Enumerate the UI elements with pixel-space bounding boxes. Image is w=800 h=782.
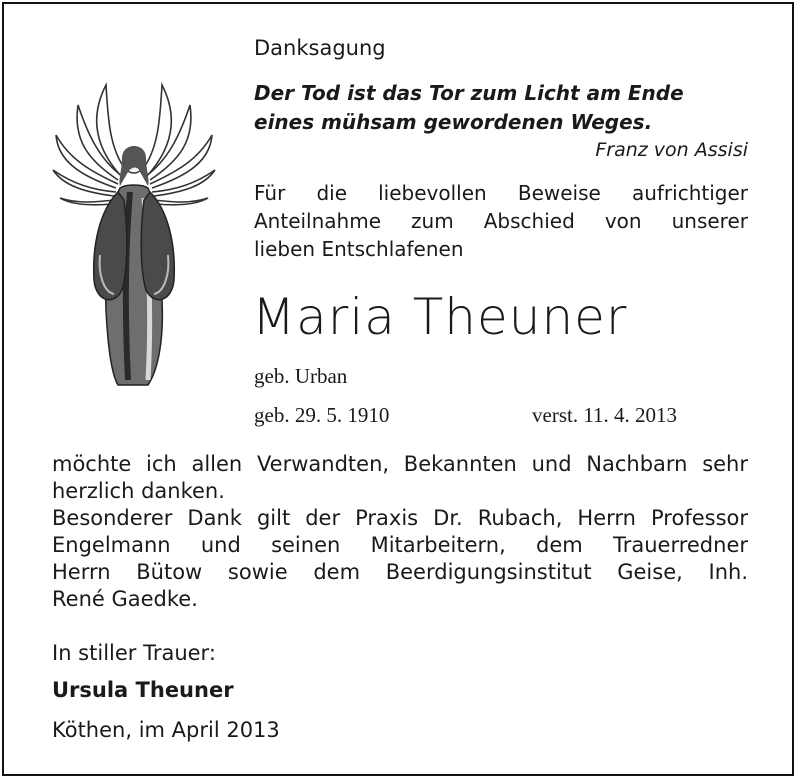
death-date: verst. 11. 4. 2013 bbox=[532, 403, 678, 427]
birth-date: geb. 29. 5. 1910 bbox=[254, 403, 390, 427]
signer-name: Ursula Theuner bbox=[52, 678, 234, 702]
angel-icon bbox=[48, 80, 220, 390]
intro-text bbox=[254, 179, 748, 263]
body-line: herzlich danken. bbox=[52, 479, 225, 503]
notice-heading: Danksagung bbox=[254, 36, 386, 60]
maiden-name: geb. Urban bbox=[254, 364, 348, 388]
quote-line-1: Der Tod ist das Tor zum Licht am Ende bbox=[254, 81, 684, 105]
intro-line: Anteilnahme zum Abschied von unserer bbox=[254, 209, 748, 233]
mourning-label: In stiller Trauer: bbox=[52, 641, 216, 665]
intro-line: Für die liebevollen Beweise aufrichtiger bbox=[254, 181, 748, 205]
intro-line: lieben Entschlafenen bbox=[254, 237, 464, 261]
deceased-name: Maria Theuner bbox=[252, 288, 628, 346]
body-line: Besonderer Dank gilt der Praxis Dr. Rubach, Herrn Professor bbox=[52, 506, 748, 530]
quote-author: Franz von Assisi bbox=[595, 139, 748, 161]
place-date: Köthen, im April 2013 bbox=[52, 718, 280, 742]
body-line: René Gaedke. bbox=[52, 587, 198, 611]
body-line: Herrn Bütow sowie dem Beerdigungsinstitut Geise, Inh. bbox=[52, 560, 748, 584]
body-line: Engelmann und seinen Mitarbeitern, dem Trauerredner bbox=[52, 533, 748, 557]
thanks-text bbox=[52, 451, 748, 613]
body-line: möchte ich allen Verwandten, Bekannten und Nachbarn sehr bbox=[52, 452, 748, 476]
quote-line-2: eines mühsam gewordenen Weges. bbox=[254, 110, 653, 134]
